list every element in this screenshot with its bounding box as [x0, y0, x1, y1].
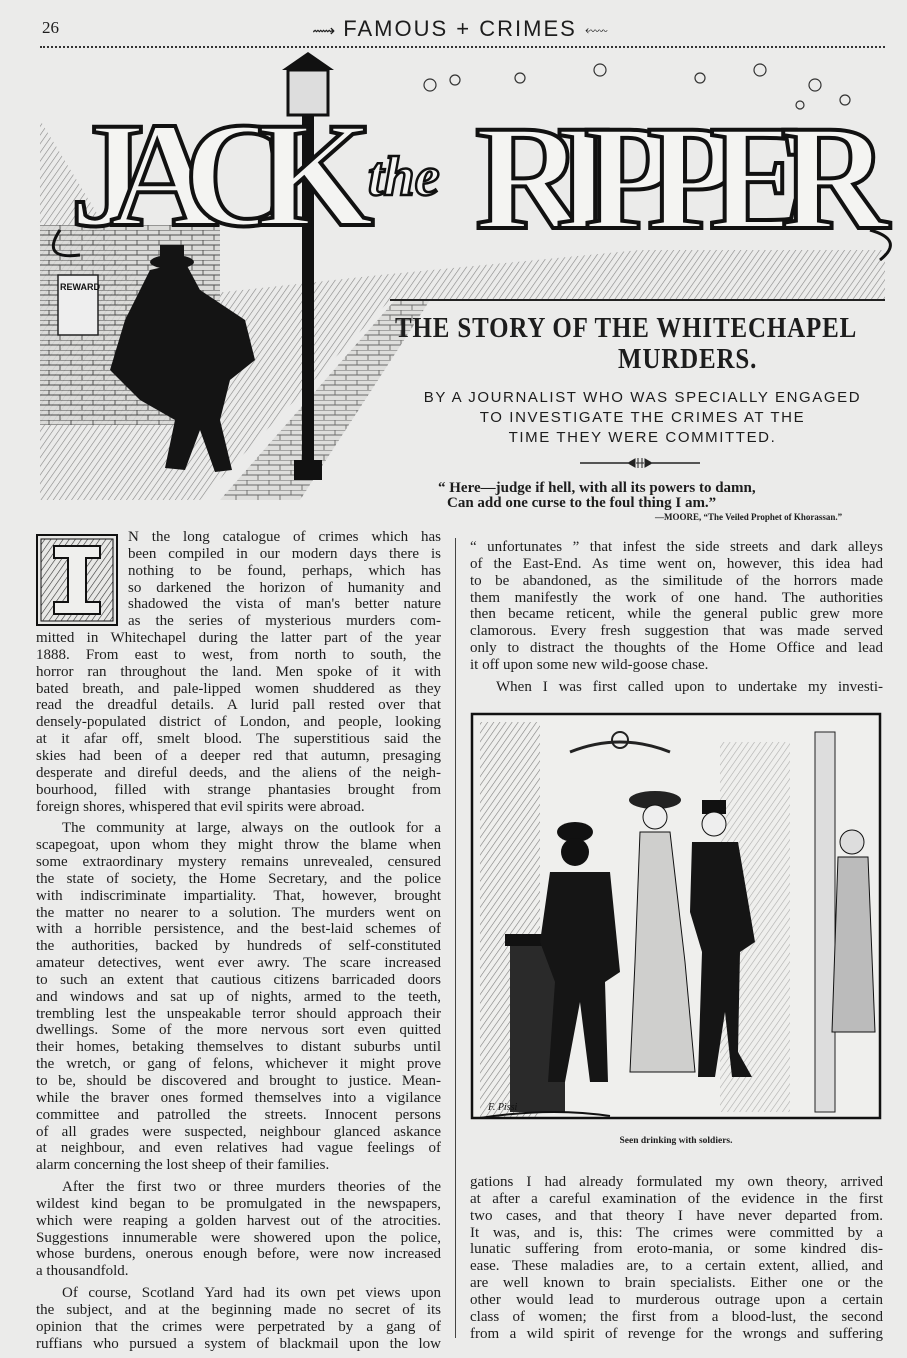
text-line: dwellings. Some of the more nervous sort even quitted	[36, 1022, 441, 1039]
epigraph-line-1: “ Here—judge if hell, with all its powers to damn,	[438, 480, 756, 496]
text-line: with a horrible persistence, and the best-laid schemes of	[36, 921, 441, 938]
paragraph	[36, 820, 441, 1174]
text-line: are well known to brain specialists. Either one or the	[470, 1275, 883, 1292]
text-line: trembling lest the unspeakable terror should approach their	[36, 1005, 441, 1022]
text-line: mitted in Whitechapel during the latter part of the year	[36, 630, 441, 647]
text-line: “ unfortunates ” that infest the side streets and dark alleys	[470, 539, 883, 555]
text-line: bated breath, and pale-lipped women shuddered as they	[36, 680, 441, 697]
soldiers-illustration	[470, 712, 882, 1132]
right-ornament-icon: ⬳	[584, 23, 608, 40]
text-line: then became reticent, while the general public grew more	[470, 606, 883, 623]
text-line: wildest kind began to be promulgated in the newspapers,	[36, 1195, 441, 1212]
text-line: When I was first called upon to undertake my investi-	[496, 678, 883, 695]
text-line: some extraordinary mystery remains unrevealed, censured	[36, 854, 441, 871]
svg-text:the: the	[368, 146, 440, 208]
text-line: opinion that the crimes were perpetrated by a gang of	[36, 1318, 441, 1335]
text-line: horror ran throughout the land. Men spoke of it with	[36, 663, 441, 680]
text-line: ruffians who pursued a system of blackmail upon the low	[36, 1335, 441, 1352]
text-line: to such an extent that cautious citizens barricaded doors	[36, 971, 441, 988]
paragraph	[470, 539, 883, 674]
text-line: N the long catalogue of crimes which has	[128, 529, 441, 545]
byline-line-2: TO INVESTIGATE THE CRIMES AT THE	[479, 409, 806, 426]
text-line: the state of society, the Home Secretary, and the police	[36, 870, 441, 887]
article-title-line-1: THE STORY OF THE WHITECHAPEL	[395, 312, 858, 344]
text-line: bourhood, filled with strange phantasies brought from	[36, 781, 441, 798]
svg-text:RIPPER: RIPPER	[475, 95, 885, 261]
paragraph	[36, 1285, 441, 1352]
text-line: to be, should be discovered and brought to justice. Mean-	[36, 1073, 441, 1089]
column-rule	[455, 538, 456, 1338]
text-line: shadowed the vista of man's better nature	[128, 596, 441, 613]
text-line: gations I had already formulated my own theory, arrived	[470, 1174, 883, 1190]
text-line: clamorous. Every fresh suggestion that was made served	[470, 623, 883, 640]
text-line: nothing to be found, perhaps, which has	[128, 562, 441, 579]
byline-line-3: TIME THEY WERE COMMITTED.	[508, 429, 777, 446]
text-line: The community at large, always on the outlook for a	[62, 820, 441, 837]
text-line: at after a careful examination of the evidence in the first	[470, 1190, 883, 1207]
running-title-text: FAMOUS + CRIMES	[343, 16, 577, 41]
text-line: of the East-End. As time went on, however, this idea had	[470, 555, 883, 572]
jack-the-ripper-logo	[53, 92, 890, 261]
text-line: Of course, Scotland Yard had its own pet views upon	[62, 1285, 441, 1302]
running-title	[250, 16, 670, 42]
text-line: read the dreadful details. A lurid pall rested over that	[36, 697, 441, 714]
text-line: their homes, betaking themselves to distant suburbs until	[36, 1039, 441, 1056]
svg-text:JACK: JACK	[70, 92, 370, 258]
text-line: which were reaping a golden harvest out of the atrocities.	[36, 1212, 441, 1229]
paragraph	[470, 679, 883, 696]
text-line: while the braver ones formed themselves into a vigilance	[36, 1089, 441, 1106]
text-line: densely-populated district of London, and people, looking	[36, 714, 441, 731]
epigraph-line-2: Can add one curse to the foul thing I am.”	[447, 495, 717, 511]
text-line: so darkened the horizon of humanity and	[128, 579, 441, 596]
paragraph	[36, 529, 441, 815]
text-line: desperate and direful deeds, and the aliens of the neigh-	[36, 764, 441, 781]
text-line: It was, and is, this: The crimes were committed by a	[470, 1224, 883, 1241]
paragraph	[470, 1174, 883, 1342]
text-line: the authorities, backed by hundreds of self-constituted	[36, 938, 441, 955]
left-ornament-icon: ⟿	[312, 23, 336, 40]
divider-ornament-icon	[580, 457, 700, 469]
text-line: the wretch, or gang of felons, whichever it might prove	[36, 1056, 441, 1073]
text-line: ease. These maladies are, to a certain extent, allied, and	[470, 1258, 883, 1275]
text-line: other would lead to murderous outrage upon a certain	[470, 1291, 883, 1308]
text-line: foreign shores, whispered that evil spirits were abroad.	[36, 798, 365, 815]
text-line: the subject, and at the beginning made no secret of its	[36, 1301, 441, 1318]
text-line: whose burdens, onerous enough before, were now increased	[36, 1246, 441, 1263]
epigraph-attribution: —MOORE, “The Veiled Prophet of Khorassan.”	[655, 512, 843, 522]
paragraph	[36, 1179, 441, 1280]
text-line: only to distract the thoughts of the Home Office and lead	[470, 640, 883, 657]
right-column-top	[470, 539, 883, 701]
text-line: from a wild spirit of revenge for the wrongs and suffering	[470, 1325, 883, 1342]
text-line: at it afar off, smelt blood. The superstitious said the	[36, 731, 441, 748]
text-line: of all grades were suspected, neighbour glanced askance	[36, 1123, 441, 1140]
text-line: class of women; the first from a blood-lust, the second	[470, 1308, 883, 1325]
text-line: two cases, and that theory I have never departed from.	[470, 1207, 883, 1224]
text-line: After the first two or three murders theories of the	[62, 1179, 441, 1196]
illustration-caption: Seen drinking with soldiers.	[619, 1136, 733, 1146]
text-line: at neighbour, and even relatives had vague feelings of	[36, 1140, 441, 1157]
text-line: and windows and sat up of nights, armed to the teeth,	[36, 988, 441, 1005]
right-column-bottom	[470, 1174, 883, 1347]
left-column	[36, 529, 441, 1358]
text-line: alarm concerning the lost sheep of their families.	[36, 1157, 330, 1174]
text-line: committee and patrolled the streets. Innocent persons	[36, 1106, 441, 1123]
artist-signature: F. Pissi	[488, 1102, 518, 1113]
text-line: the matter no nearer to a solution. The murders went on	[36, 904, 441, 921]
reward-poster-text: REWARD	[60, 282, 100, 292]
text-line: to be abandoned, as the similitude of the horrors made	[470, 572, 883, 589]
text-line: amateur detectives, went ever awry. The scare increased	[36, 955, 441, 972]
text-line: it off upon some new wild-goose chase.	[470, 656, 709, 673]
text-line: a thousandfold.	[36, 1263, 129, 1280]
text-line: skies had been of a deeper red that autumn, presaging	[36, 747, 441, 764]
text-line: been compiled in our modern days there is	[128, 545, 441, 562]
page-number: 26	[42, 18, 59, 37]
text-line: them manifestly the work of one hand. The authorities	[470, 589, 883, 606]
article-title-line-2: MURDERS.	[618, 343, 758, 375]
text-line: as the series of mysterious murders com-	[128, 613, 441, 630]
text-line: with indiscriminate impartiality. That, however, brought	[36, 887, 441, 904]
text-line: scapegoat, upon whom they might throw the blame when	[36, 837, 441, 854]
text-line: lunatic suffering from eroto-mania, or some kindred dis-	[470, 1241, 883, 1258]
text-line: 1888. From east to west, from north to south, the	[36, 646, 441, 663]
text-line: Suggestions innumerable were showered upon the police,	[36, 1229, 441, 1246]
byline-line-1: BY A JOURNALIST WHO WAS SPECIALLY ENGAGED	[423, 389, 862, 406]
